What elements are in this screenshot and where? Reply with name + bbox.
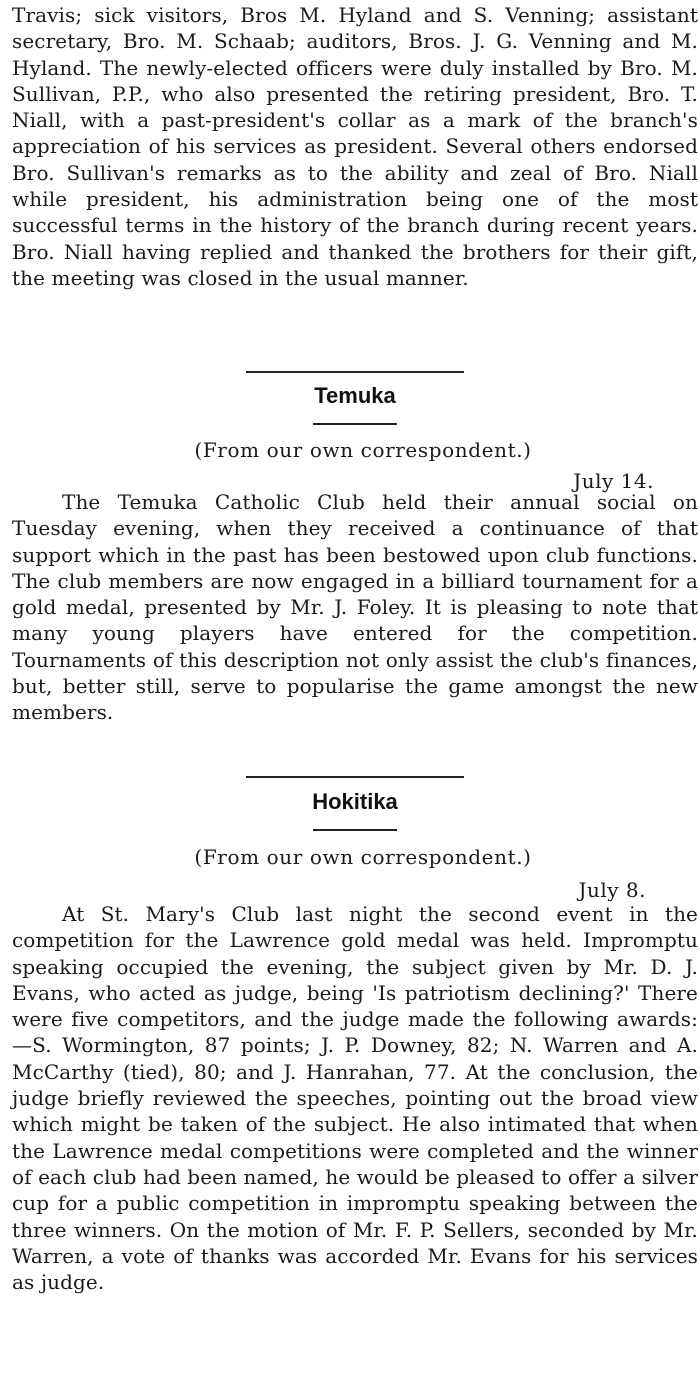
hokitika-rule-top — [12, 776, 698, 778]
temuka-date: July 14. — [573, 469, 654, 493]
intro-paragraph: Travis; sick visitors, Bros M. Hyland and S. Venning; assistant secretary, Bro. M. Schaab; auditors, Bros. J. G. Venning and M. Hyland. The newly-elected officers were duly installed by Bro. M. Sullivan, P.P., who also presented the retiring president, Bro. T. Niall, with a past-president's collar as a mark of the branch's appreciation of his services as president. Several others endorsed Bro. Sullivan's remarks as to the ability and zeal of Bro. Niall while president, his administration being one of the most successful terms in the history of the branch during recent years. Bro. Niall having replied and thanked the brothers for their gift, the meeting was closed in the usual manner. — [12, 3, 698, 290]
temuka-rule-top — [12, 371, 698, 373]
temuka-heading: Temuka — [314, 383, 396, 408]
hokitika-date: July 8. — [578, 878, 646, 902]
hokitika-rule-bottom — [12, 829, 698, 831]
hokitika-byline: (From our own correspondent.) — [194, 845, 532, 869]
hokitika-heading: Hokitika — [312, 789, 398, 814]
hokitika-body: At St. Mary's Club last night the second event in the competition for the Lawrence gold medal was held. Impromptu speaking occupied the evening, the subject given by Mr. D. J. Evans, who acted as judge, being 'Is patriotism declining?' There were five competitors, and the judge made the following awards:—S. Wormington, 87 points; J. P. Downey, 82; N. Warren and A. McCarthy (tied), 80; and J. Hanrahan, 77. At the conclusion, the judge briefly reviewed the speeches, pointing out the broad view which might be taken of the subject. He also intimated that when the Lawrence medal competitions were completed and the winner of each club had been named, he would be pleased to offer a silver cup for a public competition in impromptu speaking between the three winners. On the motion of Mr. F. P. Sellers, seconded by Mr. Warren, a vote of thanks was accorded Mr. Evans for his services as judge. — [12, 902, 698, 1295]
temuka-body: The Temuka Catholic Club held their annual social on Tuesday evening, when they received a continuance of that support which in the past has been bestowed upon club functions. The club members are now engaged in a billiard tournament for a gold medal, presented by Mr. J. Foley. It is pleasing to note that many young players have entered for the competition. Tournaments of this description not only assist the club's finances, but, better still, serve to popularise the game amongst the new members. — [12, 490, 698, 725]
temuka-byline: (From our own correspondent.) — [194, 438, 532, 462]
temuka-rule-bottom — [12, 423, 698, 425]
